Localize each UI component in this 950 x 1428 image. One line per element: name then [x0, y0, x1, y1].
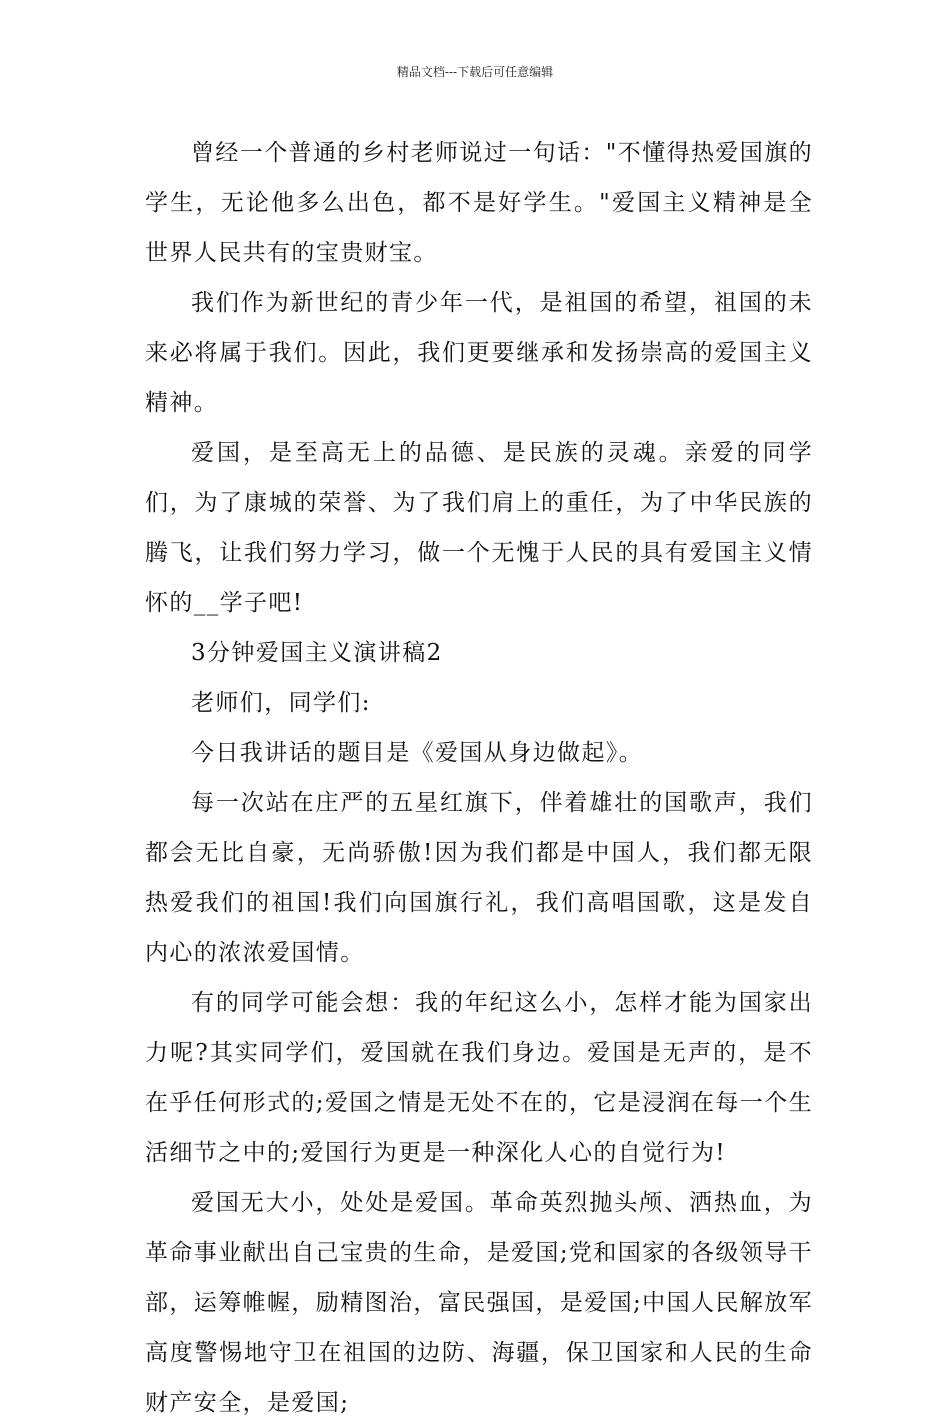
paragraph-3: 爱国，是至高无上的品德、是民族的灵魂。亲爱的同学们，为了康城的荣誉、为了我们肩上的重任，为了中华民族的腾飞，让我们努力学习，做一个无愧于人民的具有爱国主义情怀的__学子吧!: [145, 440, 813, 616]
speech-topic: 今日我讲话的题目是《爱国从身边做起》。: [191, 740, 644, 766]
page-header: 精品文档---下载后可任意编辑: [396, 65, 554, 79]
document-body: [145, 128, 813, 1428]
section-title: 3分钟爱国主义演讲稿2: [191, 640, 443, 666]
paragraph-1: 曾经一个普通的乡村老师说过一句话："不懂得热爱国旗的学生，无论他多么出色，都不是好学生。"爱国主义精神是全世界人民共有的宝贵财宝。: [145, 140, 813, 266]
paragraph-2: 我们作为新世纪的青少年一代，是祖国的希望，祖国的未来必将属于我们。因此，我们更要继承和发扬崇高的爱国主义精神。: [145, 290, 813, 416]
salutation: 老师们，同学们:: [191, 690, 371, 716]
paragraph-6: 爱国无大小，处处是爱国。革命英烈抛头颅、洒热血，为革命事业献出自己宝贵的生命，是爱国;党和国家的各级领导干部，运筹帷幄，励精图治，富民强国，是爱国;中国人民解放军高度警惕地守卫在祖国的边防、海疆，保卫国家和人民的生命财产安全，是爱国;: [145, 1190, 813, 1416]
paragraph-4: 每一次站在庄严的五星红旗下，伴着雄壮的国歌声，我们都会无比自豪，无尚骄傲!因为我们都是中国人，我们都无限热爱我们的祖国!我们向国旗行礼，我们高唱国歌，这是发自内心的浓浓爱国情。: [145, 790, 813, 966]
paragraph-5: 有的同学可能会想：我的年纪这么小，怎样才能为国家出力呢?其实同学们，爱国就在我们身边。爱国是无声的，是不在乎任何形式的;爱国之情是无处不在的，它是浸润在每一个生活细节之中的;爱国行为更是一种深化人心的自觉行为!: [145, 990, 813, 1166]
